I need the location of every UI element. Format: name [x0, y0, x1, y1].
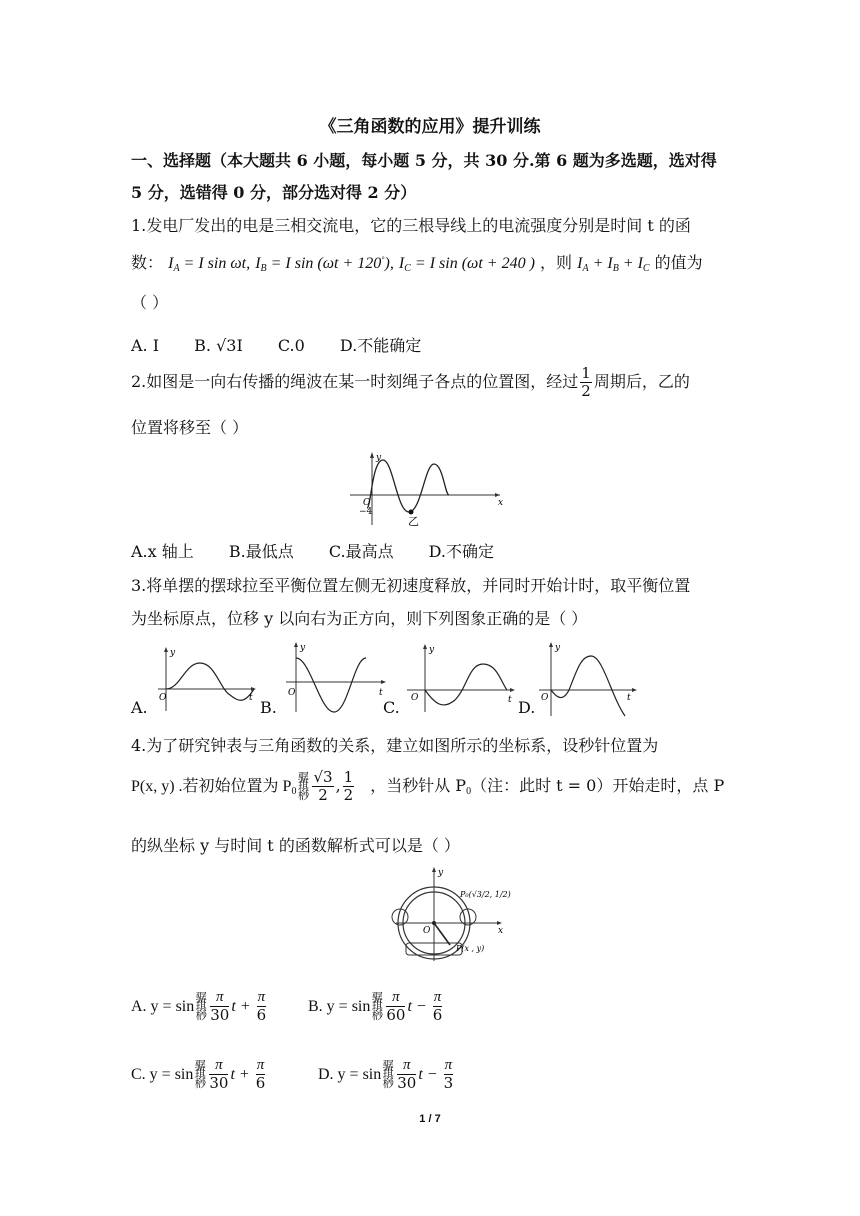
q3-stem: 3.将单摆的摆球拉至平衡位置左侧无初速度释放，并同时开始计时，取平衡位置 [131, 576, 691, 595]
point-yi [409, 510, 414, 515]
q4-stem-cont2: 的纵坐标 y 与时间 t 的函数解析式可以是（ ） [131, 836, 460, 855]
q2-stem-cont: 位置将移至（ ） [131, 418, 249, 437]
svg-text:y: y [300, 643, 306, 653]
q1-ia: $I_A = I$ sin ωt, [168, 255, 251, 274]
clock-label-y: y [438, 868, 444, 878]
q1-option-a[interactable]: A. I [131, 336, 160, 355]
page-number: 1 / 7 [419, 1113, 441, 1125]
q4-option-a[interactable]: A. y = sin骣 琪 桫 $\frac{\pi}{30}$ t + $\frac{\pi}{6}$ [131, 989, 267, 1024]
clock-label-x: x [498, 926, 504, 936]
q1-option-c[interactable]: C.0 [277, 336, 305, 355]
q3-stem-cont: 为坐标原点，位移 y 以向右为正方向，则下列图象正确的是（ ） [131, 609, 588, 628]
fig2-label-o: O [363, 498, 371, 508]
q2-options [131, 539, 524, 562]
q4-option-b[interactable]: B. y = sin骣 琪 桫 $\frac{\pi}{60}$ t − $\frac{\pi}{6}$ [308, 989, 443, 1024]
rope-wave-figure [345, 450, 510, 530]
q2-stem: 2.如图是一向右传播的绳波在某一时刻绳子各点的位置图，经过 $\frac{1}{2}$ 周期后，乙的 [131, 364, 690, 400]
svg-text:y: y [555, 643, 561, 653]
q2-fraction: $\frac{1}{2}$ [581, 364, 591, 400]
clock-label-o: O [423, 926, 431, 936]
q1-ask: 的值为 [649, 253, 703, 272]
section-heading-cont: 5 分，选错得 0 分，部分选对得 2 分） [131, 183, 417, 202]
q1-option-d[interactable]: D.不能确定 [339, 336, 422, 355]
svg-text:O: O [411, 693, 419, 703]
q2-option-c[interactable]: C.最高点 [328, 542, 394, 561]
q1-ic: $I_C = I$ sin (ωt + 240 ) [398, 255, 535, 274]
fig2-label-x: x [498, 498, 504, 508]
q3-label-c[interactable]: C. [383, 698, 400, 717]
q1-option-b[interactable]: B. √3I [194, 336, 243, 355]
svg-text:O: O [541, 693, 549, 703]
q1-formula-line [131, 250, 703, 274]
clock-figure [378, 865, 518, 965]
q4-option-d[interactable]: D. y = sin骣 琪 桫 $\frac{\pi}{30}$ t − $\frac{\pi}{3}$ [318, 1057, 454, 1092]
q2-option-b[interactable]: B.最低点 [228, 542, 294, 561]
fig2-label-y: y [376, 453, 382, 463]
svg-text:y: y [429, 645, 435, 655]
q4-option-c[interactable]: C. y = sin骣 琪 桫 $\frac{\pi}{30}$ t + $\frac{\pi}{6}$ [131, 1057, 266, 1092]
q1-paren: （ ） [131, 293, 169, 312]
clock-label-p: P(x , y) [456, 944, 485, 953]
q2-option-d[interactable]: D.不确定 [428, 542, 495, 561]
q3-label-a[interactable]: A. [131, 698, 148, 717]
svg-text:t: t [508, 695, 512, 705]
svg-text:t: t [249, 693, 253, 703]
q3-graph-b[interactable] [282, 640, 392, 715]
rope-wave-curve [367, 460, 449, 512]
svg-text:y: y [170, 648, 176, 658]
q4-stem-cont: P(x, y) .若初始位置为 $P_0$骣 琪 桫 $\frac{√3}{2}$ , $\frac{1}{2}$ ，当秒针从 $P_0$（注：此时 t = 0）开始走时，点 P [131, 768, 725, 804]
q3-label-b[interactable]: B. [260, 698, 277, 717]
q2-option-a[interactable]: A.x 轴上 [131, 542, 194, 561]
q1-prefix: 数： [131, 253, 164, 272]
q1-ib: $I_B = I$ sin (ωt + 120°), [255, 255, 394, 274]
fig2-label-yi: 乙 [408, 515, 419, 528]
svg-text:O: O [159, 693, 167, 703]
q3-graph-a[interactable] [150, 645, 260, 713]
fig2-label-minus4: −4 [359, 507, 373, 517]
q1-suffix: ，则 [540, 253, 573, 272]
q3-graph-d[interactable] [535, 640, 645, 718]
page-title: 《三角函数的应用》提升训练 [319, 117, 541, 137]
section-heading: 一、选择题（本大题共 6 小题，每小题 5 分，共 30 分.第 6 题为多选题，选对得 [131, 151, 717, 170]
clock-label-p0: P₀(√3/2, 1/2) [460, 890, 511, 899]
q3-label-d[interactable]: D. [518, 698, 536, 717]
svg-text:t: t [379, 688, 383, 698]
q1-sum: $I_A + I_B + I_C$ [577, 255, 650, 274]
q4-stem: 4.为了研究钟表与三角函数的关系，建立如图所示的坐标系，设秒针位置为 [131, 736, 659, 755]
svg-text:O: O [288, 688, 296, 698]
second-hand [434, 923, 450, 945]
q1-options [131, 333, 451, 356]
svg-text:t: t [627, 693, 631, 703]
q3-graph-c[interactable] [403, 642, 518, 715]
q1-stem: 1.发电厂发出的电是三相交流电，它的三根导线上的电流强度分别是时间 t 的函 [131, 216, 691, 235]
